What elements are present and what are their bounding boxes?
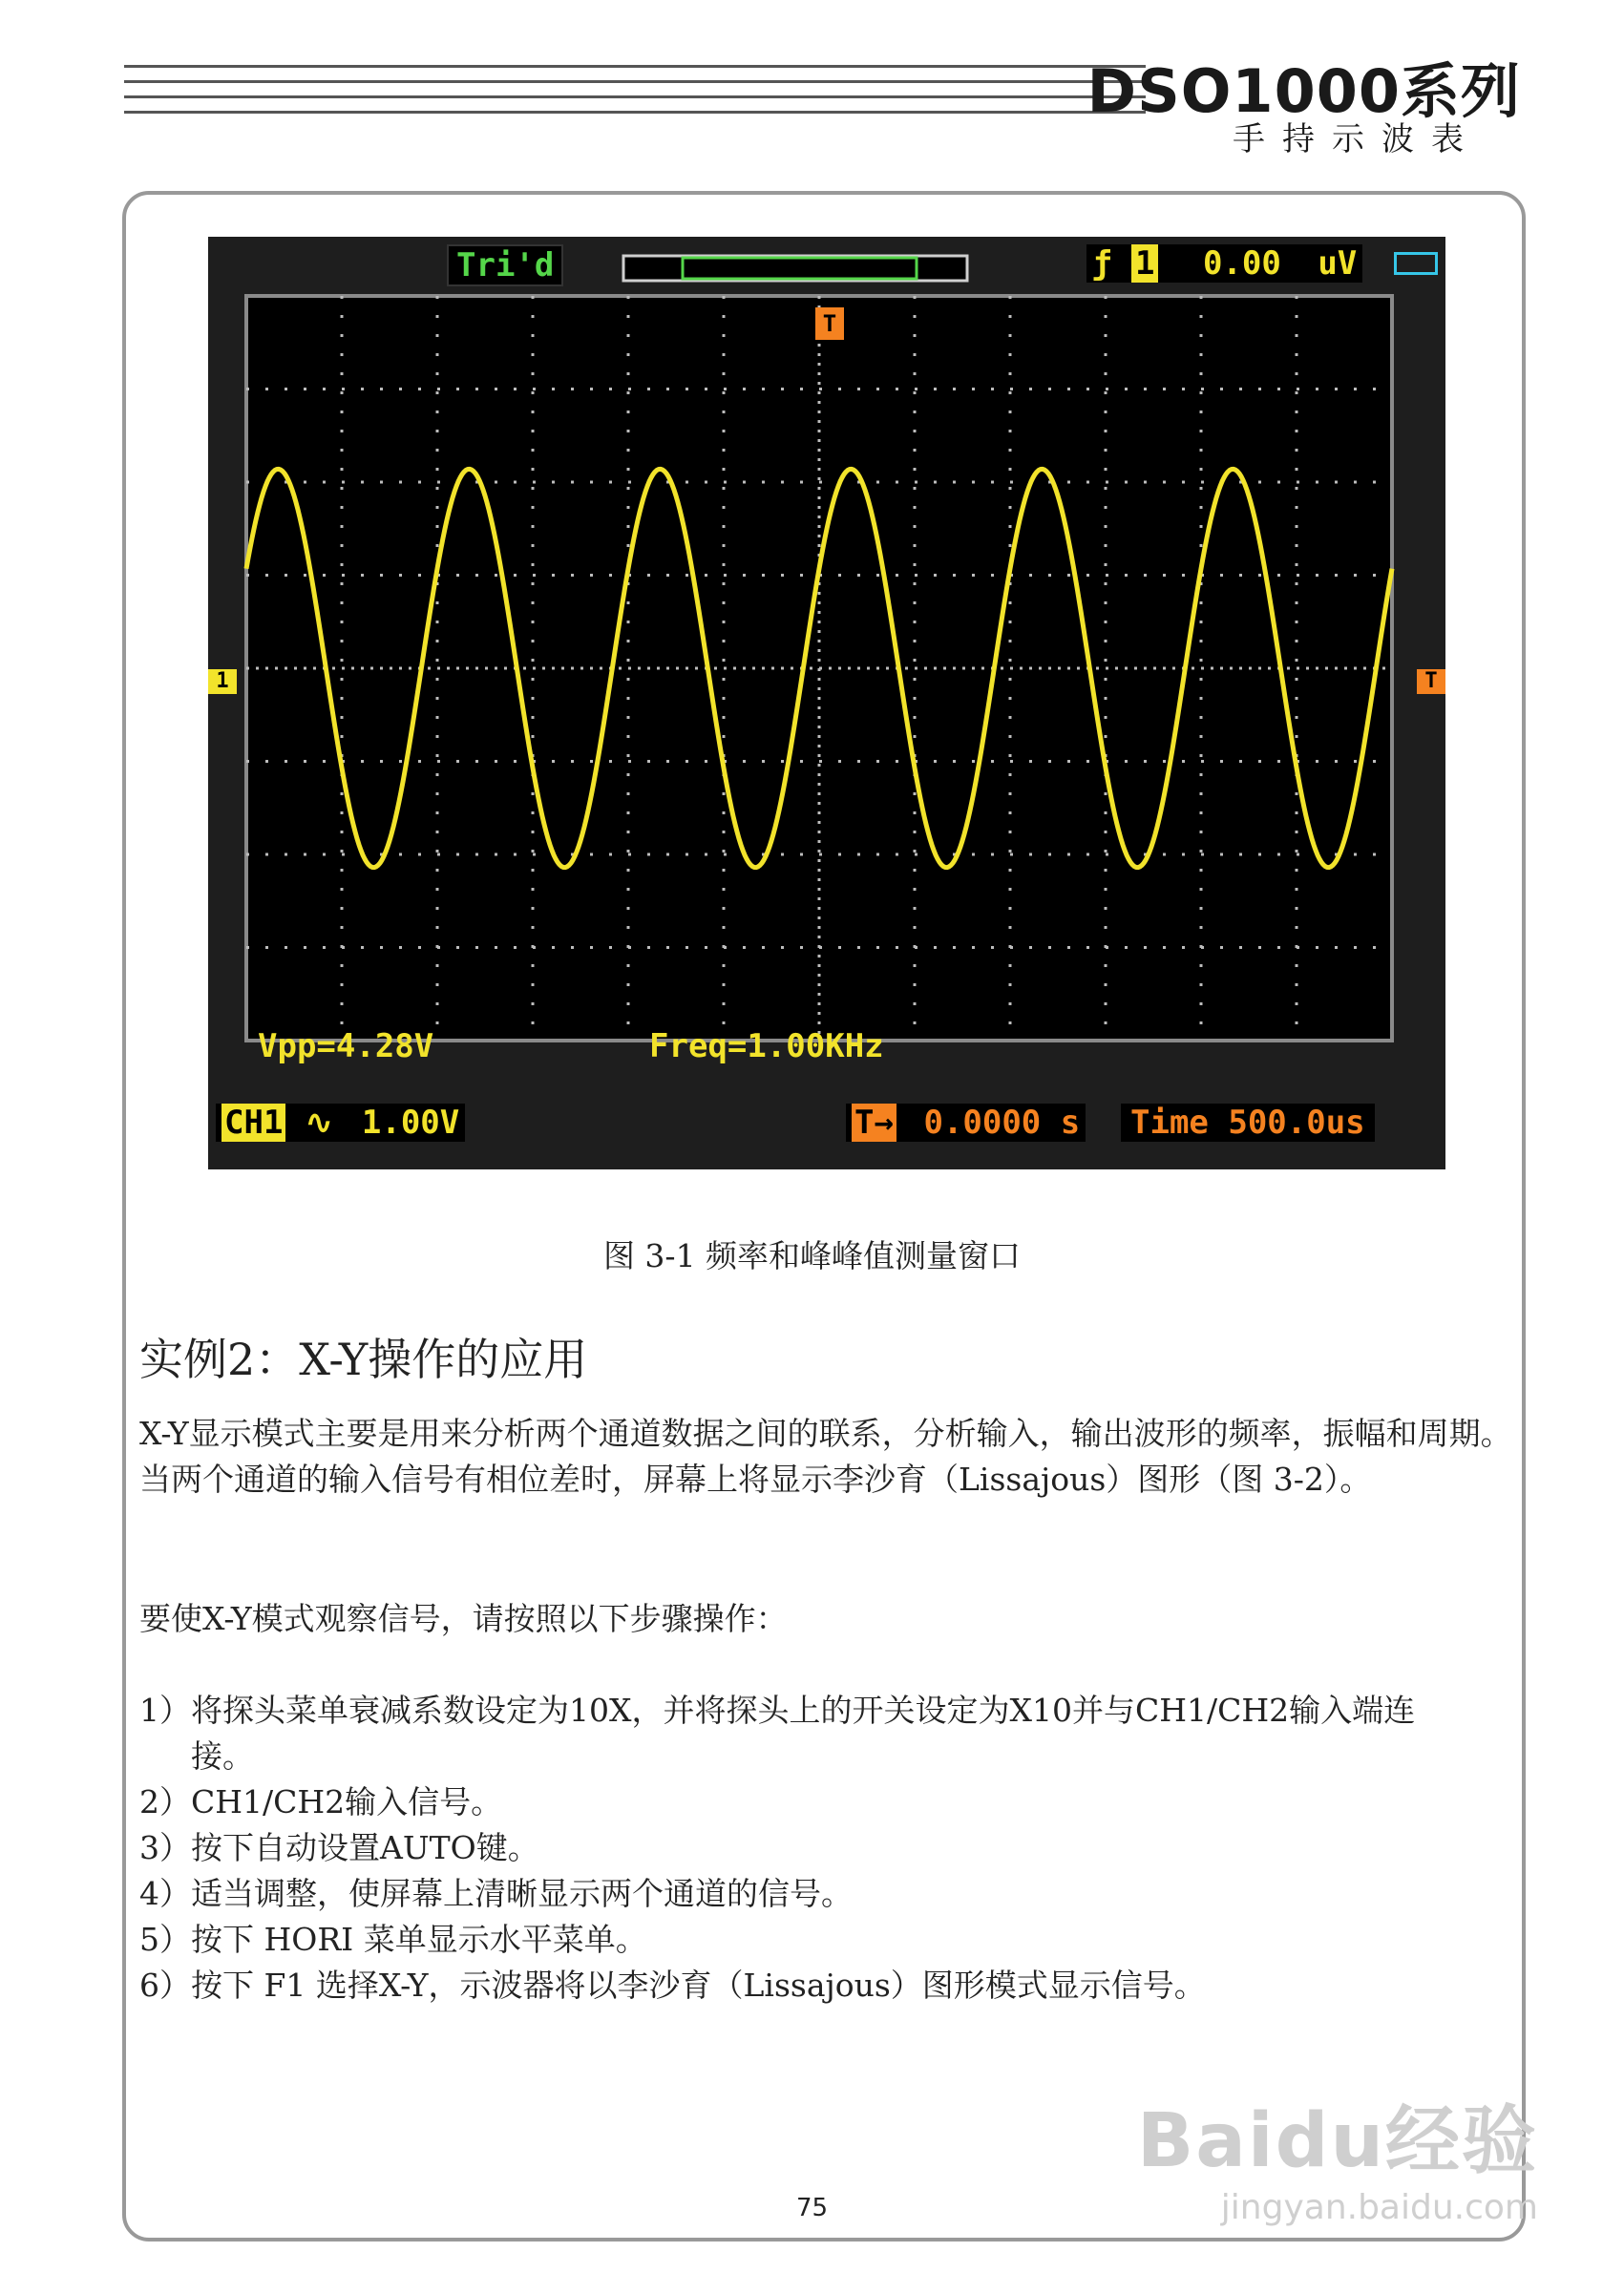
trigger-offset-status (846, 1104, 1086, 1142)
trigger-position-marker: T (815, 307, 844, 340)
step-item: 3）按下自动设置AUTO键。 (139, 1829, 539, 1866)
freq-icon: ƒ (1092, 244, 1112, 283)
ch1-ground-marker: 1 (208, 669, 237, 694)
trigger-level-marker: T (1417, 669, 1445, 694)
paragraph-steps-intro: 要使X-Y模式观察信号，请按照以下步骤操作： (139, 1600, 788, 1637)
oscilloscope-screen (208, 237, 1445, 1169)
ch1-status (216, 1104, 465, 1142)
step-text-continued: 接。 (191, 1737, 254, 1775)
step-item: 5）按下 HORI 菜单显示水平菜单。 (139, 1921, 647, 1958)
trigger-offset-icon: T→ (852, 1104, 896, 1142)
freq-measure: Freq=1.00KHz (649, 1027, 884, 1065)
series-subtitle: 手持示波表 (1233, 120, 1481, 158)
step-item (139, 1688, 1514, 1779)
channel-badge: 1 (1131, 244, 1158, 283)
vpp-measure: Vpp=4.28V (258, 1027, 434, 1065)
ac-coupling-icon: ∿ (305, 1104, 333, 1142)
watermark-url: jingyan.baidu.com (1220, 2188, 1538, 2227)
trigger-status: Tri'd (447, 244, 563, 286)
time-base: Time 500.0us (1121, 1104, 1375, 1142)
step-item: 4）适当调整，使屏幕上清晰显示两个通道的信号。 (139, 1875, 853, 1912)
series-title: DSO1000系列 (1086, 56, 1521, 126)
ch1-volts: 1.00V (361, 1104, 460, 1142)
paragraph-intro: X-Y显示模式主要是用来分析两个通道数据之间的联系，分析输入，输出波形的频率，振幅和周期。当两个通道的输入信号有相位差时，屏幕上将显示李沙育（Lissajous）图形（图 3-2）。 (139, 1415, 1512, 1498)
ch1-label: CH1 (221, 1104, 285, 1142)
section-heading: 实例2：X-Y操作的应用 (139, 1334, 588, 1385)
watermark-brand: Baidu经验 (1136, 2098, 1538, 2184)
header-rules (124, 65, 1146, 126)
freq-readout: 0.00 (1202, 244, 1281, 283)
figure-caption: 图 3-1 频率和峰峰值测量窗口 (602, 1237, 1022, 1274)
baidu-watermark (1137, 2081, 1538, 2227)
step-text: 1）将探头菜单衰减系数设定为10X，并将探头上的开关设定为X10并与CH1/CH2输入端连 (139, 1692, 1416, 1729)
top-right-status (1086, 244, 1362, 283)
freq-unit: uV (1318, 244, 1358, 283)
battery-icon (1394, 252, 1438, 275)
trigger-offset: 0.0000 s (923, 1104, 1081, 1142)
step-item: 2）CH1/CH2输入信号。 (139, 1783, 503, 1821)
page-number: 75 (795, 2194, 829, 2222)
step-item: 6）按下 F1 选择X-Y，示波器将以李沙育（Lissajous）图形模式显示信号。 (139, 1967, 1206, 2004)
